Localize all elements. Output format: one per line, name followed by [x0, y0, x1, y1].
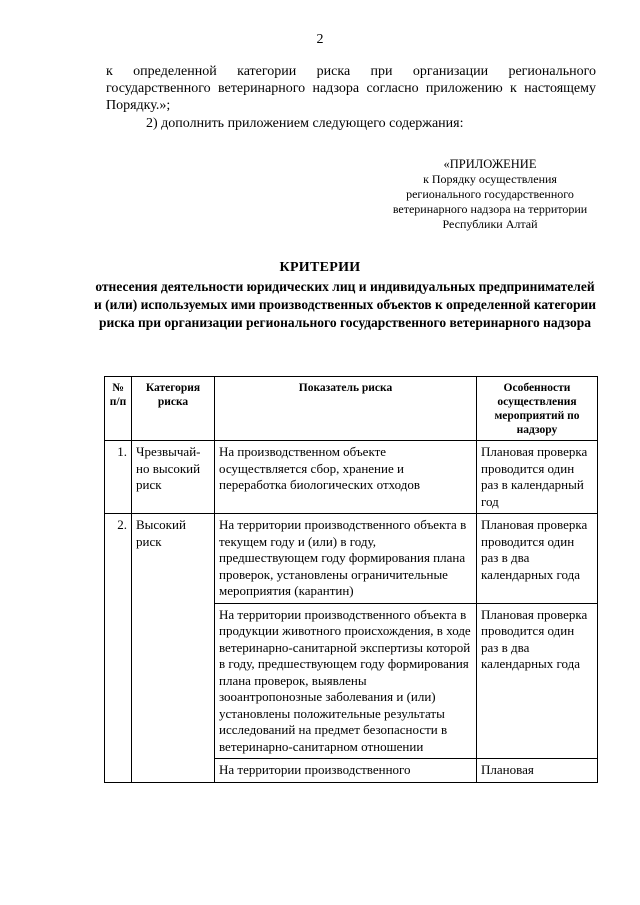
row-num: 1.: [105, 441, 132, 514]
criteria-title: КРИТЕРИИ: [279, 260, 361, 275]
header-category: Категория риска: [132, 377, 215, 441]
header-num: № п/п: [105, 377, 132, 441]
row-indicator: На территории производственного объекта в текущем году и (или) в году, предшествующем году формирования плана проверок, установлены ограничительные мероприятия (карантин): [215, 514, 477, 604]
header-indicator: Показатель риска: [215, 377, 477, 441]
row-features: Плановая: [477, 759, 598, 783]
row-indicator: На территории производственного: [215, 759, 477, 783]
row-indicator: На производственном объекте осуществляется сбор, хранение и переработка биологических отходов: [215, 441, 477, 514]
appendix-line-4: Республики Алтай: [442, 217, 538, 231]
table-row: [105, 514, 598, 604]
row-num: 2.: [105, 514, 132, 783]
row-category: Чрезвычай-но высокий риск: [132, 441, 215, 514]
criteria-subtitle: отнесения деятельности юридических лиц и индивидуальных предпринимателей и (или) используемых ими производственных объектов к определенной категории риска при организации регионального государственного ветеринарного надзора: [93, 279, 597, 330]
criteria-table: [104, 376, 598, 783]
intro-paragraph-1: к определенной категории риска при организации регионального государственного ветеринарного надзора согласно приложению к настоящему Порядку.»;: [106, 64, 596, 113]
row-indicator: На территории производственного объекта в продукции животного происхождения, в ходе ветеринарно-санитарной экспертизы которой в году, предшествующем году формирования плана проверок, выявлены зооантропонозные заболевания и (или) установлены положительные результаты исследований на предмет безопасности в ветеринарно-санитарном отношении: [215, 603, 477, 759]
intro-text: [106, 63, 596, 132]
table-row: [105, 441, 598, 514]
header-features: Особенности осуществления мероприятий по надзору: [477, 377, 598, 441]
page-number: 2: [316, 32, 324, 47]
row-features: Плановая проверка проводится один раз в два календарных года: [477, 514, 598, 604]
appendix-title: «ПРИЛОЖЕНИЕ: [443, 157, 537, 171]
appendix-header: [360, 157, 620, 232]
row-features: Плановая проверка проводится один раз в два календарных года: [477, 603, 598, 759]
appendix-line-2: регионального государственного: [406, 187, 574, 201]
intro-paragraph-2: 2) дополнить приложением следующего содержания:: [146, 116, 464, 131]
row-features: Плановая проверка проводится один раз в календарный год: [477, 441, 598, 514]
appendix-line-1: к Порядку осуществления: [423, 172, 557, 186]
row-category: Высокий риск: [132, 514, 215, 783]
table-header-row: [105, 377, 598, 441]
appendix-line-3: ветеринарного надзора на территории: [392, 202, 588, 216]
